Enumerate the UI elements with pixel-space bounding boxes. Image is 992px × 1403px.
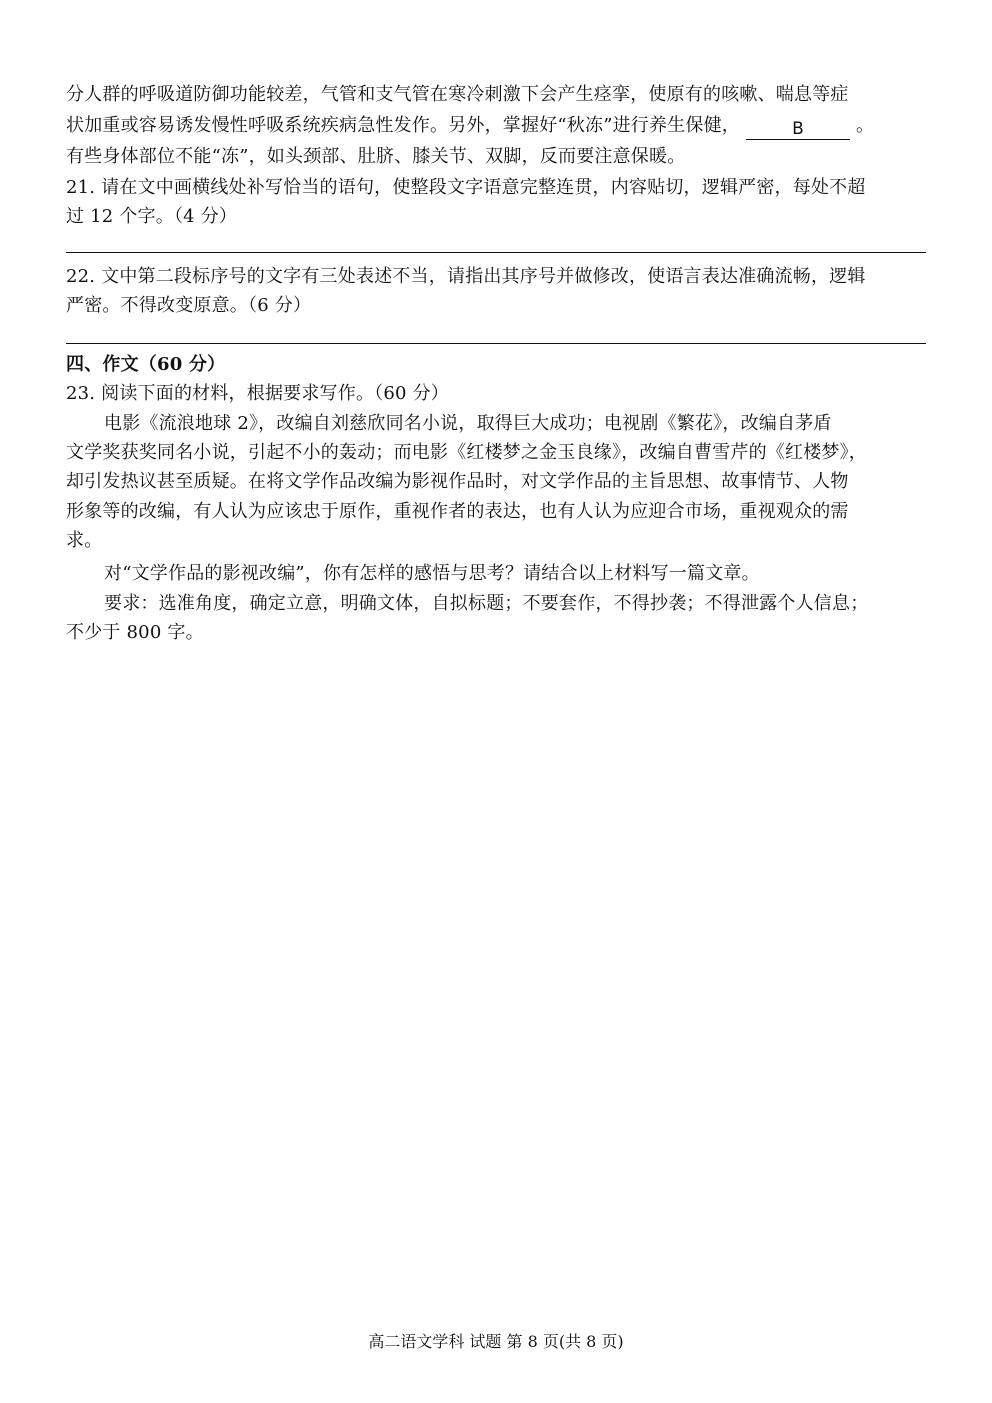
material-line-3: 却引发热议甚至质疑。在将文学作品改编为影视作品时，对文学作品的主旨思想、故事情节、人物 bbox=[66, 471, 849, 492]
material-line-5: 求。 bbox=[66, 530, 103, 551]
question-22-line-1: 22. 文中第二段标序号的文字有三处表述不当，请指出其序号并做修改，使语言表达准确流畅，逻辑 bbox=[66, 266, 866, 287]
passage-line-3: 有些身体部位不能“冻”，如头颈部、肚脐、膝关节、双脚，反而要注意保暖。 bbox=[66, 146, 686, 167]
question-23-prompt: 23. 阅读下面的材料，根据要求写作。（60 分） bbox=[66, 383, 449, 404]
passage-line-2-text: 状加重或容易诱发慢性呼吸系统疾病急性发作。另外，掌握好“秋冻”进行养生保健， bbox=[66, 115, 741, 136]
question-23-task: 对“文学作品的影视改编”，你有怎样的感悟与思考？请结合以上材料写一篇文章。 bbox=[104, 563, 760, 584]
material-line-1: 电影《流浪地球 2》，改编自刘慈欣同名小说，取得巨大成功；电视剧《繁花》，改编自茅盾 bbox=[104, 413, 832, 434]
question-21-line-1: 21. 请在文中画横线处补写恰当的语句，使整段文字语意完整连贯，内容贴切，逻辑严密，每处不超 bbox=[66, 177, 866, 198]
page-footer: 高二语文学科 试题 第 8 页(共 8 页) bbox=[368, 1332, 624, 1351]
fill-in-blank-b[interactable]: B bbox=[746, 117, 850, 140]
question-22-line-2: 严密。不得改变原意。（6 分） bbox=[66, 295, 312, 316]
requirements-line-2: 不少于 800 字。 bbox=[66, 622, 204, 643]
material-line-2: 文学奖获奖同名小说，引起不小的轰动；而电影《红楼梦之金玉良缘》，改编自曹雪芹的《红楼梦》， bbox=[66, 442, 867, 463]
passage-line-2 bbox=[66, 112, 928, 140]
passage-line-2-end: 。 bbox=[856, 115, 875, 136]
section-4-heading: 四、作文（60 分） bbox=[66, 354, 226, 375]
question-21-answer-line[interactable] bbox=[66, 252, 926, 253]
material-line-4: 形象等的改编，有人认为应该忠于原作，重视作者的表达，也有人认为应迎合市场，重视观众的需 bbox=[66, 501, 849, 522]
question-22-answer-line[interactable] bbox=[66, 343, 926, 344]
passage-line-1: 分人群的呼吸道防御功能较差，气管和支气管在寒冷刺激下会产生痉挛，使原有的咳嗽、喘息等症 bbox=[66, 84, 849, 105]
requirements-line-1: 要求：选准角度，确定立意，明确文体，自拟标题；不要套作，不得抄袭；不得泄露个人信息； bbox=[104, 593, 869, 614]
question-21-line-2: 过 12 个字。（4 分） bbox=[66, 206, 238, 227]
